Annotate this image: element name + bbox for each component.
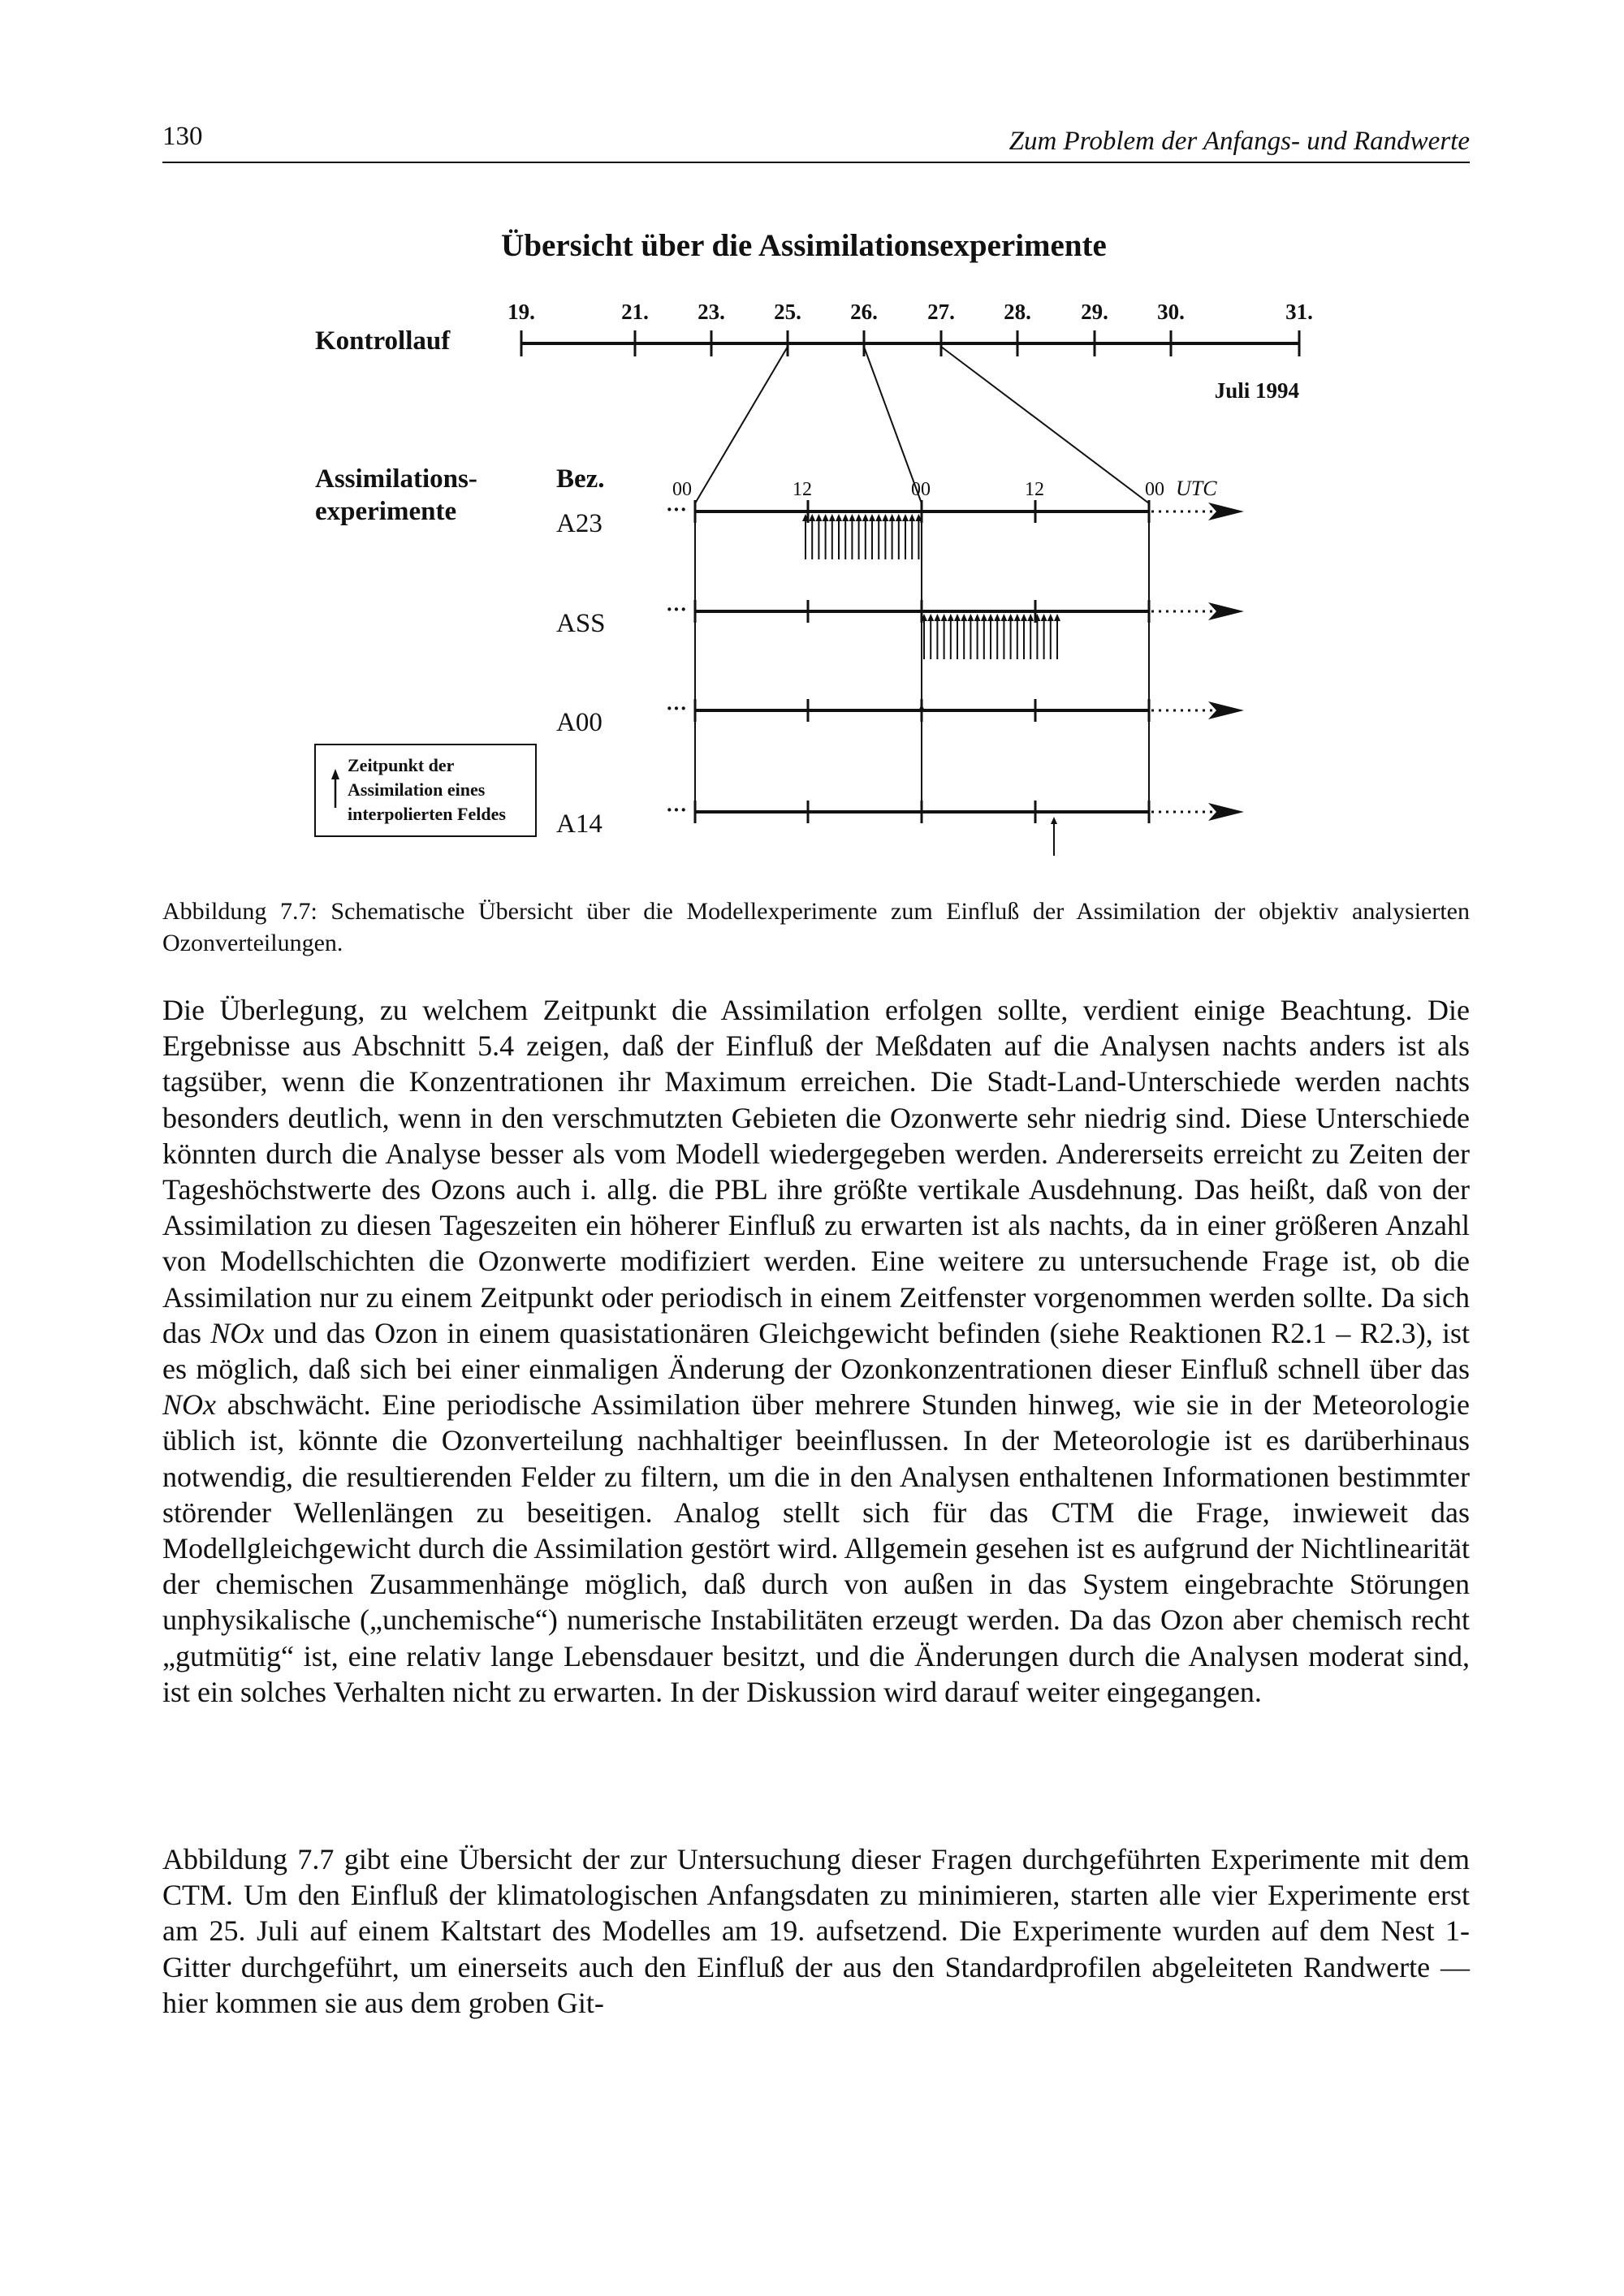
arrow-head [934, 614, 940, 621]
assimilation-arrow-icon [909, 514, 915, 559]
assimilation-arrow-icon [889, 514, 896, 559]
arrow-head [1000, 614, 1007, 621]
experiment-label-ass: ASS [556, 609, 606, 638]
assimilation-arrow-icon [1000, 614, 1007, 659]
assimilation-arrow-icon [815, 514, 822, 559]
assimilation-arrow-icon [918, 704, 925, 727]
zoom-line-25 [695, 347, 788, 503]
arrow-head [815, 514, 822, 521]
paragraph-1-part-3: abschwächt. Eine periodische Assimilation über mehrere Stunden hinweg, wie sie in der Meteorologie üblich ist, könnte die Ozonverteilung nachhaltiger beeinflussen. In der Meteorologie ist es darüberhinaus notwendig, die resultierenden Felder zu filtern, um die in den Analysen enthaltenen Informationen bestimmter störender Wellenlängen zu beseitigen. Analog stellt sich für das CTM die Frage, inwieweit das Modellgleichgewicht durch die Assimilation gestört wird. Allgemein gesehen ist es aufgrund der Nichtlinearität der chemischen Zusammenhänge möglich, daß durch von außen in das System eingebrachte Störungen unphysikalische („unchemische“) numerische Instabilitäten erzeugt werden. Da das Ozon aber chemisch recht „gutmütig“ ist, eine relativ lange Lebensdauer besitzt, und die Änderungen durch die Analysen moderat sind, ist ein solches Verhalten nicht zu erwarten. In der Diskussion wird darauf weiter eingegangen. [162, 1388, 1471, 1708]
page-number: 130 [162, 122, 203, 151]
arrow-head [1021, 614, 1027, 621]
arrow-head [987, 614, 994, 621]
arrow-head [1014, 614, 1021, 621]
running-header: Zum Problem der Anfangs- und Randwerte [1009, 127, 1470, 156]
figure-title: Übersicht über die Assimilationsexperimente [501, 228, 1107, 263]
arrow-head [948, 614, 954, 621]
header-rule [162, 162, 1470, 163]
assimilation-arrow-icon [1054, 614, 1060, 659]
arrow-head [875, 514, 882, 521]
assimilation-arrow-icon [802, 514, 809, 559]
arrow-head [849, 514, 855, 521]
zoom-line-27 [941, 347, 1149, 503]
assimilation-arrow-icon [882, 514, 888, 559]
assimilation-arrow-icon [1051, 817, 1057, 856]
paragraph-1-part-2: und das Ozon in einem quasistationären Gleichgewicht befinden (siehe Reaktionen R2.1 – R2.3), ist es möglich, daß sich bei einer einmaligen Änderung der Ozonkonzentrationen dieser Einfluß schnell über das [162, 1316, 1471, 1386]
assimilation-arrow-icon [829, 514, 836, 559]
arrow-head [829, 514, 836, 521]
assimilation-arrow-icon [954, 614, 961, 659]
legend-line1: Zeitpunkt der [348, 755, 455, 775]
assimilation-arrow-icon [987, 614, 994, 659]
assimilation-arrow-icon [1027, 614, 1034, 659]
paragraph-1-part-1: Die Überlegung, zu welchem Zeitpunkt die Assimilation erfolgen sollte, verdient einige Beachtung. Die Ergebnisse aus Abschnitt 5.4 zeigen, daß der Einfluß der Meßdaten auf die Analysen nachts anders ist als tagsüber, wenn die Konzentrationen ihr Maximum erreichen. Die Stadt-Land-Unterschiede werden nachts besonders deutlich, wenn in den verschmutzten Gebieten die Ozonwerte sehr niedrig sind. Diese Unterschiede könnten durch die Analyse besser als vom Modell wiedergegeben werden. Andererseits erreicht zu Zeiten der Tageshöchstwerte des Ozons auch i. allg. die PBL ihre größte vertikale Ausdehnung. Das heißt, daß von der Assimilation zu diesen Tageszeiten ein höherer Einfluß zu erwarten ist als nachts, da in einer größeren Anzahl von Modellschichten die Ozonwerte modifiziert werden. Eine weitere zu untersuchende Frage ist, ob die Assimilation nur zu einem Zeitpunkt oder periodisch in einem Zeitfenster vorgenommen werden sollte. Da sich das [162, 994, 1470, 1349]
date-tick-label: 19. [508, 300, 535, 324]
experiment-label-a14: A14 [556, 809, 603, 839]
date-tick-label: 23. [698, 300, 725, 324]
date-tick-label: 27. [927, 300, 955, 324]
assimilation-arrow-icon [1014, 614, 1021, 659]
arrow-head [882, 514, 888, 521]
paragraph-1 [162, 992, 1470, 1710]
figure-caption: Abbildung 7.7: Schematische Übersicht über die Modellexperimente zum Einfluß der Assimilation der objektiv analysierten Ozonverteilungen. [162, 898, 1470, 956]
arrow-head [981, 614, 987, 621]
experiment-label-a00: A00 [556, 708, 603, 737]
assimilation-arrow-icon [948, 614, 954, 659]
leading-dots: ··· [666, 498, 688, 521]
arrow-head [1008, 614, 1014, 621]
assimilation-arrow-icon [849, 514, 855, 559]
assimilation-arrow-icon [1034, 614, 1040, 659]
arrow-head [954, 614, 961, 621]
assimilation-arrow-icon [842, 514, 849, 559]
utc-label: UTC [1176, 477, 1217, 500]
assimilation-arrow-icon [1008, 614, 1014, 659]
continuation-arrow-icon [1208, 701, 1244, 719]
arrow-head [862, 514, 869, 521]
arrow-head [896, 514, 902, 521]
arrow-head [856, 514, 862, 521]
month-label: Juli 1994 [1214, 378, 1299, 403]
control-run-label: Kontrollauf [315, 326, 451, 356]
experiment-rows [666, 498, 1244, 856]
arrow-head [1051, 817, 1057, 824]
hour-label: 12 [1025, 479, 1044, 500]
legend [315, 744, 536, 836]
nox-term: NOx [210, 1316, 265, 1349]
arrow-head [941, 614, 948, 621]
legend-line2: Assimilation eines [348, 779, 486, 800]
assimilation-arrow-icon [1047, 614, 1054, 659]
assimilation-arrow-icon [896, 514, 902, 559]
assimilation-arrow-icon [869, 514, 875, 559]
arrow-head [869, 514, 875, 521]
arrow-head [1054, 614, 1060, 621]
arrow-head [961, 614, 967, 621]
arrow-head [909, 514, 915, 521]
leading-dots: ··· [666, 798, 688, 822]
arrow-head [889, 514, 896, 521]
date-tick-label: 21. [621, 300, 649, 324]
experiment-label-a23: A23 [556, 509, 603, 538]
date-ticks [508, 300, 1313, 356]
assimilation-arrow-icon [823, 514, 829, 559]
assimilation-arrow-icon [941, 614, 948, 659]
assimilation-arrow-icon [994, 614, 1000, 659]
arrow-head [836, 514, 842, 521]
assimilation-arrow-icon [809, 514, 815, 559]
legend-arrow-icon [331, 769, 339, 808]
date-tick-label: 25. [774, 300, 801, 324]
date-tick-label: 28. [1004, 300, 1031, 324]
arrow-head [1041, 614, 1047, 621]
assimilation-arrow-icon [981, 614, 987, 659]
experiments-label-line2: experimente [315, 497, 457, 526]
arrow-head [902, 514, 909, 521]
assimilation-arrow-icon [1041, 614, 1047, 659]
arrow-head [1047, 614, 1054, 621]
arrow-head [1027, 614, 1034, 621]
designation-header: Bez. [556, 464, 605, 494]
experiments-label-line1: Assimilations- [315, 464, 477, 494]
hour-label: 00 [911, 479, 931, 500]
leading-dots: ··· [666, 598, 688, 621]
assimilation-arrow-icon [862, 514, 869, 559]
assimilation-arrow-icon [927, 614, 934, 659]
assimilation-arrow-icon [1021, 614, 1027, 659]
hour-label: 00 [672, 479, 692, 500]
assimilation-arrow-icon [961, 614, 967, 659]
assimilation-arrow-icon [856, 514, 862, 559]
paragraph-2: Abbildung 7.7 gibt eine Übersicht der zur Untersuchung dieser Fragen durchgeführten Experimente mit dem CTM. Um den Einfluß der klimatologischen Anfangsdaten zu minimieren, starten alle vier Experimente erst am 25. Juli auf einem Kaltstart des Modelles am 19. aufsetzend. Die Experimente wurden auf dem Nest 1-Gitter durchgeführt, um einerseits auch den Einfluß der aus den Standardprofilen abgeleiteten Randwerte — hier kommen sie aus dem groben Git- [162, 1843, 1470, 2019]
assimilation-arrow-icon [836, 514, 842, 559]
hour-label: 00 [1145, 479, 1164, 500]
assimilation-arrow-icon [967, 614, 974, 659]
assimilation-arrow-icon [934, 614, 940, 659]
date-tick-label: 29. [1081, 300, 1108, 324]
arrow-head [842, 514, 849, 521]
continuation-arrow-icon [1208, 803, 1244, 821]
hour-label: 12 [793, 479, 812, 500]
arrow-head [927, 614, 934, 621]
nox-term: NOx [162, 1388, 216, 1422]
continuation-arrow-icon [1208, 503, 1244, 520]
legend-line3: interpolierten Feldes [348, 804, 506, 824]
figure-assimilation-overview [244, 215, 1364, 889]
assimilation-arrow-icon [875, 514, 882, 559]
arrow-head [967, 614, 974, 621]
arrow-head [823, 514, 829, 521]
assimilation-arrow-icon [974, 614, 981, 659]
continuation-arrow-icon [1208, 602, 1244, 620]
arrow-head [918, 704, 925, 711]
date-tick-label: 30. [1157, 300, 1185, 324]
leading-dots: ··· [666, 697, 688, 720]
assimilation-arrow-icon [902, 514, 909, 559]
arrow-head [994, 614, 1000, 621]
arrow-head [974, 614, 981, 621]
date-tick-label: 31. [1285, 300, 1313, 324]
arrow-head [809, 514, 815, 521]
date-tick-label: 26. [850, 300, 878, 324]
